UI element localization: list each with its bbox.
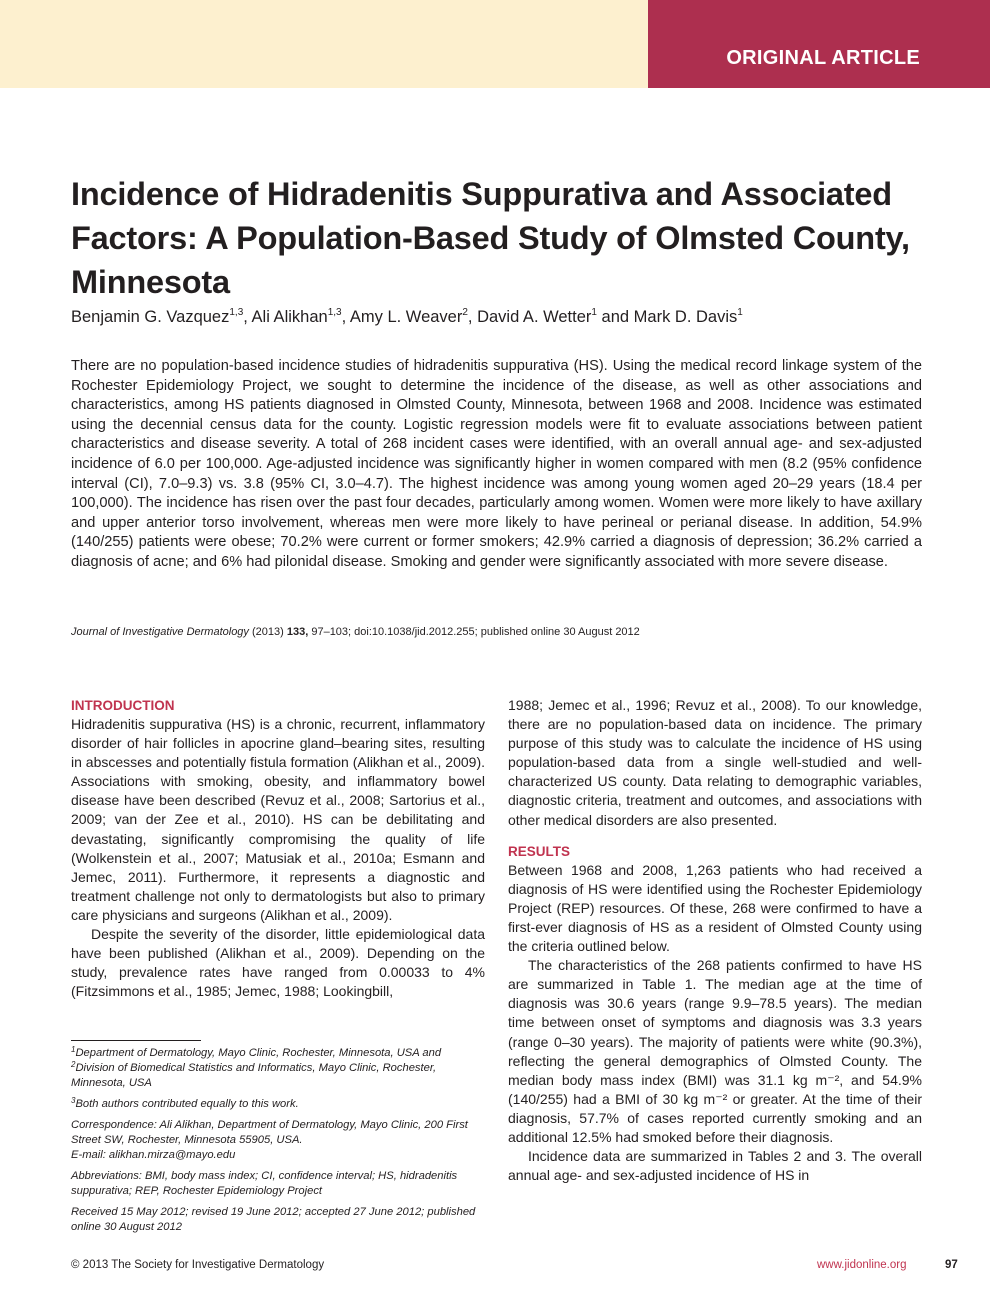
author-name: Benjamin G. Vazquez [71,308,230,326]
author-name: Amy L. Weaver [349,308,463,326]
article-type-tab [648,0,990,88]
article-title: Incidence of Hidradenitis Suppurativa and Associated Factors: A Population-Based Study of Olmsted County, Minnesota [71,176,910,300]
author-list [71,305,951,329]
author-affiliation: 1 [737,307,743,318]
correspondence-note [71,1118,485,1163]
section-gap [508,830,922,842]
author-separator: , [243,308,252,326]
introduction-heading: INTRODUCTION [71,698,175,713]
author-name: Ali Alikhan [251,308,328,326]
affiliation-text: Department of Dermatology, Mayo Clinic, Rochester, Minnesota, USA and [75,1047,442,1059]
abbreviations-note: Abbreviations: BMI, body mass index; CI, confidence interval; HS, hidradenitis suppurativa; REP, Rochester Epidemiology Project [71,1170,458,1197]
author-affiliation: 1,3 [327,307,342,318]
affiliation-text: Division of Biomedical Statistics and Informatics, Mayo Clinic, Rochester, Minnesota, USA [71,1062,437,1089]
author-affiliation: 1,3 [229,307,244,318]
affiliation-text: Both authors contributed equally to this work. [75,1098,299,1110]
introduction-paragraph: Despite the severity of the disorder, little epidemiological data have been published (Alikhan et al., 2009). Depending on the study, prevalence rates have ranged from 0.00033 to 4% (Fitzsimmons et al., 1985; Jemec, 1988; Lookingbill, [71,926,485,1000]
author-separator: and [596,308,634,326]
received-note: Received 15 May 2012; revised 19 June 2012; accepted 27 June 2012; published online 30 August 2012 [71,1206,476,1233]
footnotes [71,1046,485,1241]
footer-url-link[interactable]: www.jidonline.org [817,1259,907,1271]
citation-volume: 133, [286,626,309,638]
correspondence-text: Correspondence: Ali Alikhan, Department of Dermatology, Mayo Clinic, 200 First Street SW, Rochester, Minnesota 55905, USA. [71,1119,468,1146]
introduction-paragraph: Hidradenitis suppurativa (HS) is a chronic, recurrent, inflammatory disorder of hair follicles in apocrine gland–bearing sites, resulting in abscesses and potentially fistula formation (Alikhan et al., 2009). Associations with smoking, obesity, and inflammatory bowel disease have been described (Revuz et al., 2008; Sartorius et al., 2009; van der Zee et al., 2010). HS can be debilitating and devastating, significantly compromising the quality of life (Wolkenstein et al., 2007; Matusiak et al., 2010a; Esmann and Jemec, 2011). Furthermore, it represents a diagnostic and treatment challenge not only to dermatologists but also to primary care physicians and surgeons (Alikhan et al., 2009). [71,716,486,923]
citation-details: 97–103; doi:10.1038/jid.2012.255; published online 30 August 2012 [308,626,640,638]
results-paragraph: Incidence data are summarized in Tables 2 and 3. The overall annual age- and sex-adjusted incidence of HS in [508,1148,922,1184]
author-separator: , [341,308,350,326]
author-affiliation: 2 [462,307,468,318]
header-band [0,0,648,88]
citation-year: (2013) [248,626,287,638]
results-paragraph: Between 1968 and 2008, 1,263 patients who had received a diagnosis of HS were identified using the Rochester Epidemiology Project (REP) resources. Of these, 268 were confirmed to have a first-ever diagnosis of HS as a resident of Olmsted County using the criteria outlined below. [508,861,922,955]
author-name: David A. Wetter [477,308,592,326]
footer-copyright: © 2013 The Society for Investigative Dermatology [71,1259,325,1271]
author-name: Mark D. Davis [633,308,738,326]
correspondence-email: E-mail: alikhan.mirza@mayo.edu [71,1149,236,1161]
equal-contribution-note [71,1097,485,1112]
author-affiliation: 1 [591,307,597,318]
introduction-paragraph: 1988; Jemec et al., 1996; Revuz et al., 2008). To our knowledge, there are no population-based data on incidence. The primary purpose of this study was to calculate the incidence of HS using population-based data from a single well-studied and well-characterized US county. Data relating to demographic variables, diagnostic criteria, treatment and outcomes, and associations with other medical disorders are also presented. [508,697,922,828]
affiliation-note [71,1046,485,1091]
page-number: 97 [945,1259,958,1271]
results-paragraph: The characteristics of the 268 patients confirmed to have HS are summarized in Table 1. The median age at the time of diagnosis was 30.6 years (range 9.9–78.5 years). The median time between onset of symptoms and diagnosis was 3.3 years (range 0–30 years). The majority of patients were white (90.3%), reflecting the general demographics of Olmsted County. The median body mass index (BMI) was 31.1 kg m⁻², and 54.9% (140/255) had a BMI of 30 kg m⁻² or greater. At the time of their diagnosis, 57.7% of cases reported currently smoking and an additional 12.5% had smoked before their diagnosis. [508,957,922,1145]
citation-journal: Journal of Investigative Dermatology [71,626,249,638]
right-column [508,696,922,1185]
abstract: There are no population-based incidence studies of hidradenitis suppurativa (HS). Using the medical record linkage system of the Rochester Epidemiology Project, we sought to determine the incidence of the disease, as well as other associations and characteristics, among HS patients diagnosed in Olmsted County, Minnesota, between 1968 and 2008. Incidence was estimated using the decennial census data for the county. Logistic regression models were fit to evaluate associations between patient characteristics and disease severity. A total of 268 incident cases were identified, with an overall annual age- and sex-adjusted incidence of 6.0 per 100,000. Age-adjusted incidence was significantly higher in women compared with men (8.2 (95% confidence interval (CI), 7.0–9.3) vs. 3.8 (95% CI, 3.0–4.7). The highest incidence was among young women aged 20–29 years (18.4 per 100,000). The incidence has risen over the past four decades, particularly among women. Women were more likely to have axillary and upper anterior torso involvement, whereas men were more likely to have perineal or perianal disease. In addition, 54.9% (140/255) patients were obese; 70.2% were current or former smokers; 42.9% carried a diagnosis of depression; 36.2% carried a diagnosis of acne; and 6% had pilonidal disease. Smoking and gender were significantly associated with more severe disease. [71,358,922,570]
affiliation-number: 1 [71,1045,76,1054]
affiliation-number: 2 [71,1060,76,1069]
article-type-label: ORIGINAL ARTICLE [726,47,920,69]
left-column [71,696,485,1001]
footnote-rule [71,1040,201,1041]
author-separator: , [467,308,478,326]
results-heading: RESULTS [508,843,571,859]
citation-line [71,624,931,640]
affiliation-number: 3 [71,1096,76,1105]
